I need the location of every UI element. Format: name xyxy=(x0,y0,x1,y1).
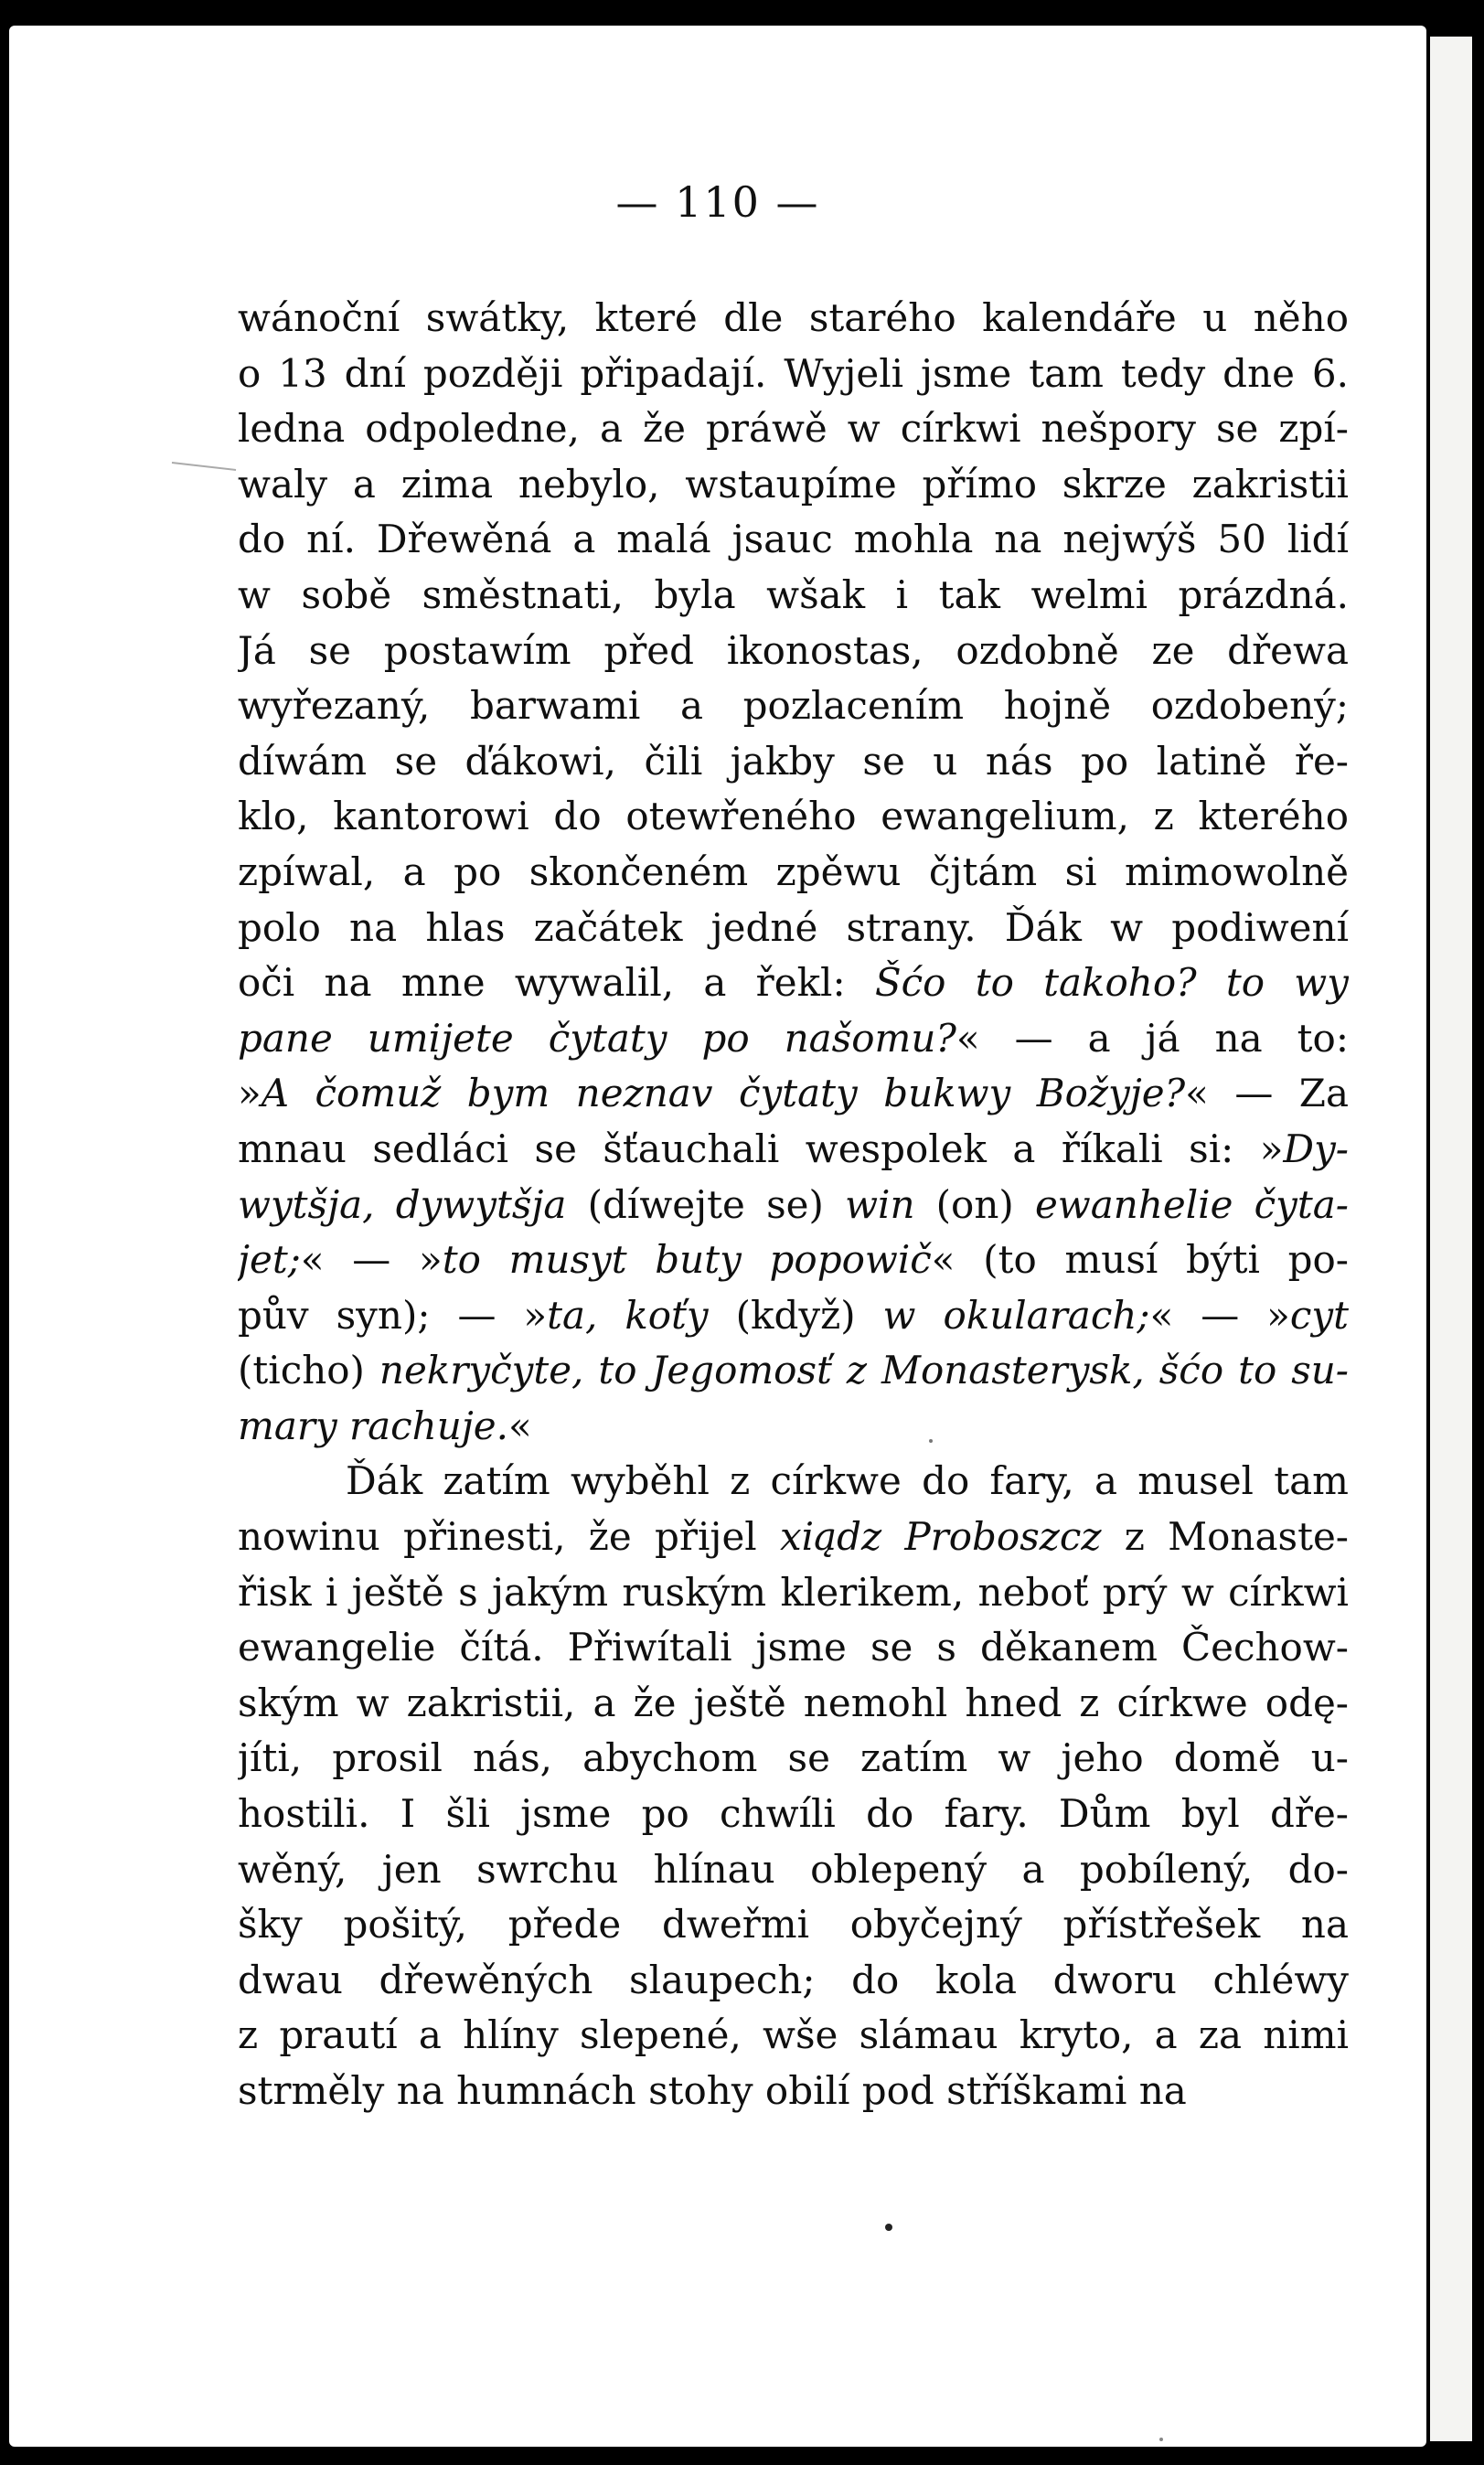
italic-text: wytšja, dywytšja xyxy=(238,1181,567,1227)
text-segment: dwau dřewěných slaupech; do kola dworu chléwy xyxy=(238,1957,1349,2002)
text-line xyxy=(238,1343,1349,1399)
text-segment: ledna odpoledne, a že práwě w církwi nešpory se zpí- xyxy=(238,406,1349,452)
text-line xyxy=(238,1842,1349,1898)
text-segment: ewangelie čítá. Přiwítali jsme se s děkanem Čechow- xyxy=(238,1625,1349,1670)
text-line xyxy=(238,347,1349,402)
text-segment: hostili. I šli jsme po chwíli do fary. Dům byl dře- xyxy=(238,1791,1349,1837)
text-segment: « — » xyxy=(1149,1292,1290,1338)
italic-text: win xyxy=(845,1181,915,1227)
text-line xyxy=(238,1787,1349,1842)
text-segment: waly a zima nebylo, wstaupíme přímo skrze zakristii xyxy=(238,461,1349,507)
italic-text: mary rachuje. xyxy=(238,1403,508,1448)
body-text xyxy=(238,291,1349,2119)
text-line xyxy=(238,401,1349,457)
text-line xyxy=(238,624,1349,679)
text-line xyxy=(238,1676,1349,1732)
next-page-edge xyxy=(1430,37,1472,2441)
italic-text: Dy- xyxy=(1283,1126,1349,1171)
text-line xyxy=(238,789,1349,845)
text-segment: wánoční swátky, které dle starého kalendáře u něho xyxy=(238,295,1349,340)
text-segment: « — Za xyxy=(1185,1071,1349,1116)
text-line xyxy=(238,845,1349,901)
text-line xyxy=(238,1288,1349,1344)
italic-text: w okularach; xyxy=(882,1292,1150,1338)
text-segment: (ticho) xyxy=(238,1348,379,1393)
text-line xyxy=(238,1731,1349,1787)
text-segment: polo na hlas začátek jedné strany. Ďák w podiwení xyxy=(238,904,1349,950)
page-number: — 110 — xyxy=(615,177,820,227)
text-line xyxy=(238,1565,1349,1621)
text-line xyxy=(238,1122,1349,1178)
text-segment: » xyxy=(238,1071,262,1116)
text-segment: do ní. Dřewěná a malá jsauc mohla na nejwýš 50 lidí xyxy=(238,517,1349,562)
text-segment: « xyxy=(508,1403,532,1448)
text-segment: oči na mne wywalil, a řekl: xyxy=(238,960,875,1006)
text-line xyxy=(238,2008,1349,2064)
text-line xyxy=(238,1399,1349,1455)
text-segment: klo, kantorowi do otewřeného ewangelium, z kterého xyxy=(238,794,1349,839)
text-line xyxy=(238,1953,1349,2009)
text-line xyxy=(238,291,1349,347)
text-segment: nowinu přinesti, že přijel xyxy=(238,1514,780,1560)
text-segment: pův syn); — » xyxy=(238,1292,548,1338)
text-line xyxy=(238,1178,1349,1233)
text-line xyxy=(238,2064,1349,2119)
italic-text: to musyt buty popowič xyxy=(442,1237,932,1283)
text-line xyxy=(238,512,1349,568)
text-segment: z prautí a hlíny slepené, wše slámau kryto, a za nimi xyxy=(238,2012,1349,2058)
book-page xyxy=(9,26,1426,2447)
text-segment: mnau sedláci se šťauchali wespolek a říkali si: » xyxy=(238,1126,1284,1171)
text-segment: « — a já na to: xyxy=(956,1015,1349,1061)
text-segment: strměly na humnách stohy obilí pod stříškami na xyxy=(238,2068,1187,2113)
text-segment: Ďák zatím wyběhl z církwe do fary, a musel tam xyxy=(346,1458,1349,1504)
text-line xyxy=(238,901,1349,956)
italic-text: ta, koťy xyxy=(547,1292,709,1338)
text-segment: wěný, jen swrchu hlínau oblepený a pobílený, do- xyxy=(238,1846,1349,1892)
italic-text: pane umijete čytaty po našomu? xyxy=(238,1015,956,1061)
italic-text: jet; xyxy=(238,1237,301,1283)
text-segment: z Monaste- xyxy=(1101,1514,1349,1560)
text-segment: díwám se ďákowi, čili jakby se u nás po latině ře- xyxy=(238,738,1349,784)
italic-text: nekryčyte, to Jegomosť z Monasterysk, šćo to su- xyxy=(379,1348,1349,1393)
text-segment: zpíwal, a po skončeném zpěwu čjtám si mimowolně xyxy=(238,848,1349,894)
text-line xyxy=(238,568,1349,624)
text-segment: « (to musí býti po- xyxy=(931,1237,1349,1283)
text-segment: ským w zakristii, a že ještě nemohl hned z církwe odę- xyxy=(238,1680,1349,1725)
text-segment: jíti, prosil nás, abychom se zatím w jeho domě u- xyxy=(238,1735,1349,1781)
text-line xyxy=(238,1897,1349,1953)
italic-text: cyt xyxy=(1289,1292,1349,1338)
text-segment: (díwejte se) xyxy=(566,1181,846,1227)
text-segment: « — » xyxy=(300,1237,443,1283)
text-segment: (když) xyxy=(708,1292,883,1338)
text-line xyxy=(238,1620,1349,1676)
text-line xyxy=(238,457,1349,513)
italic-text: A čomuž bym neznav čytaty bukwy Božyje? xyxy=(261,1071,1186,1116)
text-segment: w sobě směstnati, byla wšak i tak welmi prázdná. xyxy=(238,571,1349,617)
text-line xyxy=(238,678,1349,734)
text-line xyxy=(238,1066,1349,1122)
text-segment: řisk i ještě s jakým ruským klerikem, neboť prý w církwi xyxy=(238,1569,1349,1615)
text-line xyxy=(238,1011,1349,1067)
text-segment: wyřezaný, barwami a pozlacením hojně ozdobený; xyxy=(238,683,1349,729)
text-segment: o 13 dní později připadají. Wyjeli jsme tam tedy dne 6. xyxy=(238,350,1349,396)
italic-text: ewanhelie čyta- xyxy=(1034,1181,1349,1227)
text-line xyxy=(238,955,1349,1011)
text-segment: Já se postawím před ikonostas, ozdobně ze dřewa xyxy=(238,627,1349,673)
text-line xyxy=(238,1232,1349,1288)
text-segment: (on) xyxy=(914,1181,1035,1227)
italic-text: Šćo to takoho? to wy xyxy=(874,960,1349,1006)
text-line xyxy=(238,1510,1349,1565)
text-line xyxy=(238,734,1349,790)
italic-text: xiądz Proboszcz xyxy=(779,1514,1102,1560)
text-segment: šky pošitý, přede dweřmi obyčejný přístřešek na xyxy=(238,1902,1349,1947)
text-line xyxy=(238,1454,1349,1510)
